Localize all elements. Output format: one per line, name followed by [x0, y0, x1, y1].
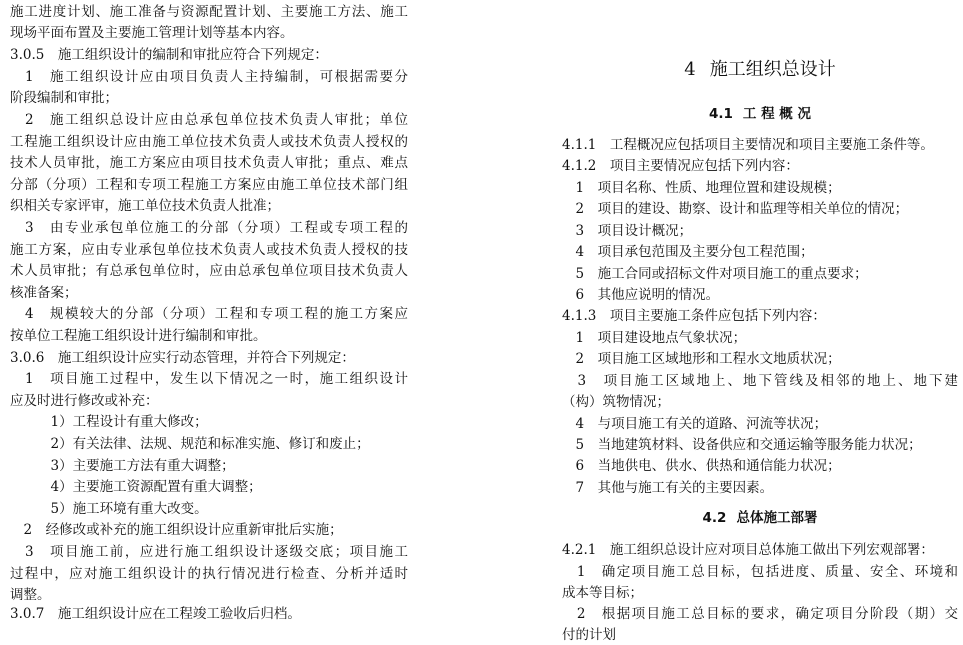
list-item: 4 与项目施工有关的道路、河流等状况； — [562, 416, 828, 432]
list-item: 5 当地建筑材料、设备供应和交通运输等服务能力状况； — [562, 437, 922, 453]
clause-4-2-1: 4.2.1 施工组织总设计应对项目总体施工做出下列宏观部署： — [562, 542, 934, 558]
text-line: 施工进度计划、施工准备与资源配置计划、主要施工方法、施工 — [10, 4, 408, 20]
list-item: 1 项目名称、性质、地理位置和建设规模； — [562, 180, 841, 196]
text-line: 1 项目施工过程中，发生以下情况之一时，施工组织设计 — [10, 371, 408, 387]
left-page — [10, 0, 408, 633]
text-line: 付的计划 — [562, 627, 616, 643]
list-item: 2）有关法律、法规、规范和标准实施、修订和废止； — [10, 436, 370, 452]
text-line: 按单位工程施工组织设计进行编制和审批。 — [10, 328, 267, 344]
clause-4-1-2: 4.1.2 项目主要情况应包括下列内容： — [562, 158, 799, 174]
list-item: 6 其他应说明的情况。 — [562, 287, 720, 303]
text-line: （构）筑物情况； — [562, 394, 670, 410]
list-item: 3 项目设计概况； — [562, 223, 693, 239]
text-line: 3 项目施工前，应进行施工组织设计逐级交底；项目施工 — [10, 544, 408, 560]
text-line: 调整。 — [10, 587, 51, 603]
section-title: 总体施工部署 — [736, 510, 818, 526]
text-line: 阶段编制和审批； — [10, 90, 118, 106]
list-item: 4 项目承包范围及主要分包工程范围； — [562, 244, 814, 260]
text-line: 分部（分项）工程和专项工程施工方案应由施工单位技术部门组 — [10, 177, 408, 193]
text-line: 术人员审批；有总承包单位时，应由总承包单位项目技术负责人 — [10, 263, 408, 279]
section-heading-4-2 — [562, 508, 958, 528]
section-number: 4.2 — [702, 510, 727, 526]
text-line: 2 施工组织总设计应由总承包单位技术负责人审批；单位 — [10, 112, 408, 128]
text-line: 3 由专业承包单位施工的分部（分项）工程或专项工程的 — [10, 220, 408, 236]
section-heading-4-1 — [562, 104, 958, 124]
list-item: 2 项目的建设、勘察、设计和监理等相关单位的情况； — [562, 201, 909, 217]
list-item: 2 项目施工区域地形和工程水文地质状况； — [562, 351, 841, 367]
text-line: 过程中，应对施工组织设计的执行情况进行检查、分析并适时 — [10, 566, 408, 582]
clause-3-0-6: 3.0.6 施工组织设计应实行动态管理，并符合下列规定： — [10, 350, 355, 366]
list-item: 5）施工环境有重大改变。 — [10, 501, 208, 517]
text-line: 1 施工组织设计应由项目负责人主持编制，可根据需要分 — [10, 69, 408, 85]
text-line: 施工方案，应由专业承包单位技术负责人或技术负责人授权的技 — [10, 242, 408, 258]
text-line: 成本等目标； — [562, 585, 643, 601]
text-line: 2 经修改或补充的施工组织设计应重新审批后实施； — [10, 522, 343, 538]
chapter-title: 施工组织总设计 — [709, 59, 836, 80]
chapter-heading — [562, 58, 958, 82]
list-item: 4）主要施工资源配置有重大调整； — [10, 479, 262, 495]
text-line: 核准备案； — [10, 285, 78, 301]
list-item: 7 其他与施工有关的主要因素。 — [562, 480, 774, 496]
list-item: 1 确定项目施工总目标，包括进度、质量、安全、环境和 — [562, 564, 958, 580]
list-item: 6 当地供电、供水、供热和通信能力状况； — [562, 458, 841, 474]
text-line: 4 规模较大的分部（分项）工程和专项工程的施工方案应 — [10, 306, 408, 322]
list-item: 3 项目施工区域地上、地下管线及相邻的地上、地下建 — [562, 373, 958, 389]
clause-3-0-5: 3.0.5 施工组织设计的编制和审批应符合下列规定： — [10, 47, 328, 63]
list-item: 2 根据项目施工总目标的要求，确定项目分阶段（期）交 — [562, 606, 958, 622]
text-line: 技术人员审批，施工方案应由项目技术负责人审批；重点、难点 — [10, 155, 408, 171]
text-line: 现场平面布置及主要施工管理计划等基本内容。 — [10, 25, 294, 41]
text-line: 织相关专家评审，施工单位技术负责人批准； — [10, 198, 280, 214]
clause-4-1-3: 4.1.3 项目主要施工条件应包括下列内容： — [562, 308, 826, 324]
section-title: 工 程 概 况 — [742, 106, 812, 122]
section-number: 4.1 — [708, 106, 733, 122]
clause-3-0-7: 3.0.7 施工组织设计应在工程竣工验收后归档。 — [10, 606, 301, 622]
text-line: 工程施工组织设计应由施工单位技术负责人或技术负责人授权的 — [10, 134, 408, 150]
text-line: 应及时进行修改或补充： — [10, 393, 159, 409]
chapter-number: 4 — [684, 59, 696, 80]
list-item: 1 项目建设地点气象状况； — [562, 330, 747, 346]
list-item: 5 施工合同或招标文件对项目施工的重点要求； — [562, 266, 868, 282]
right-page — [562, 0, 958, 643]
list-item: 3）主要施工方法有重大调整； — [10, 458, 235, 474]
list-item: 1）工程设计有重大修改； — [10, 414, 208, 430]
clause-4-1-1: 4.1.1 工程概况应包括项目主要情况和项目主要施工条件等。 — [562, 137, 934, 153]
